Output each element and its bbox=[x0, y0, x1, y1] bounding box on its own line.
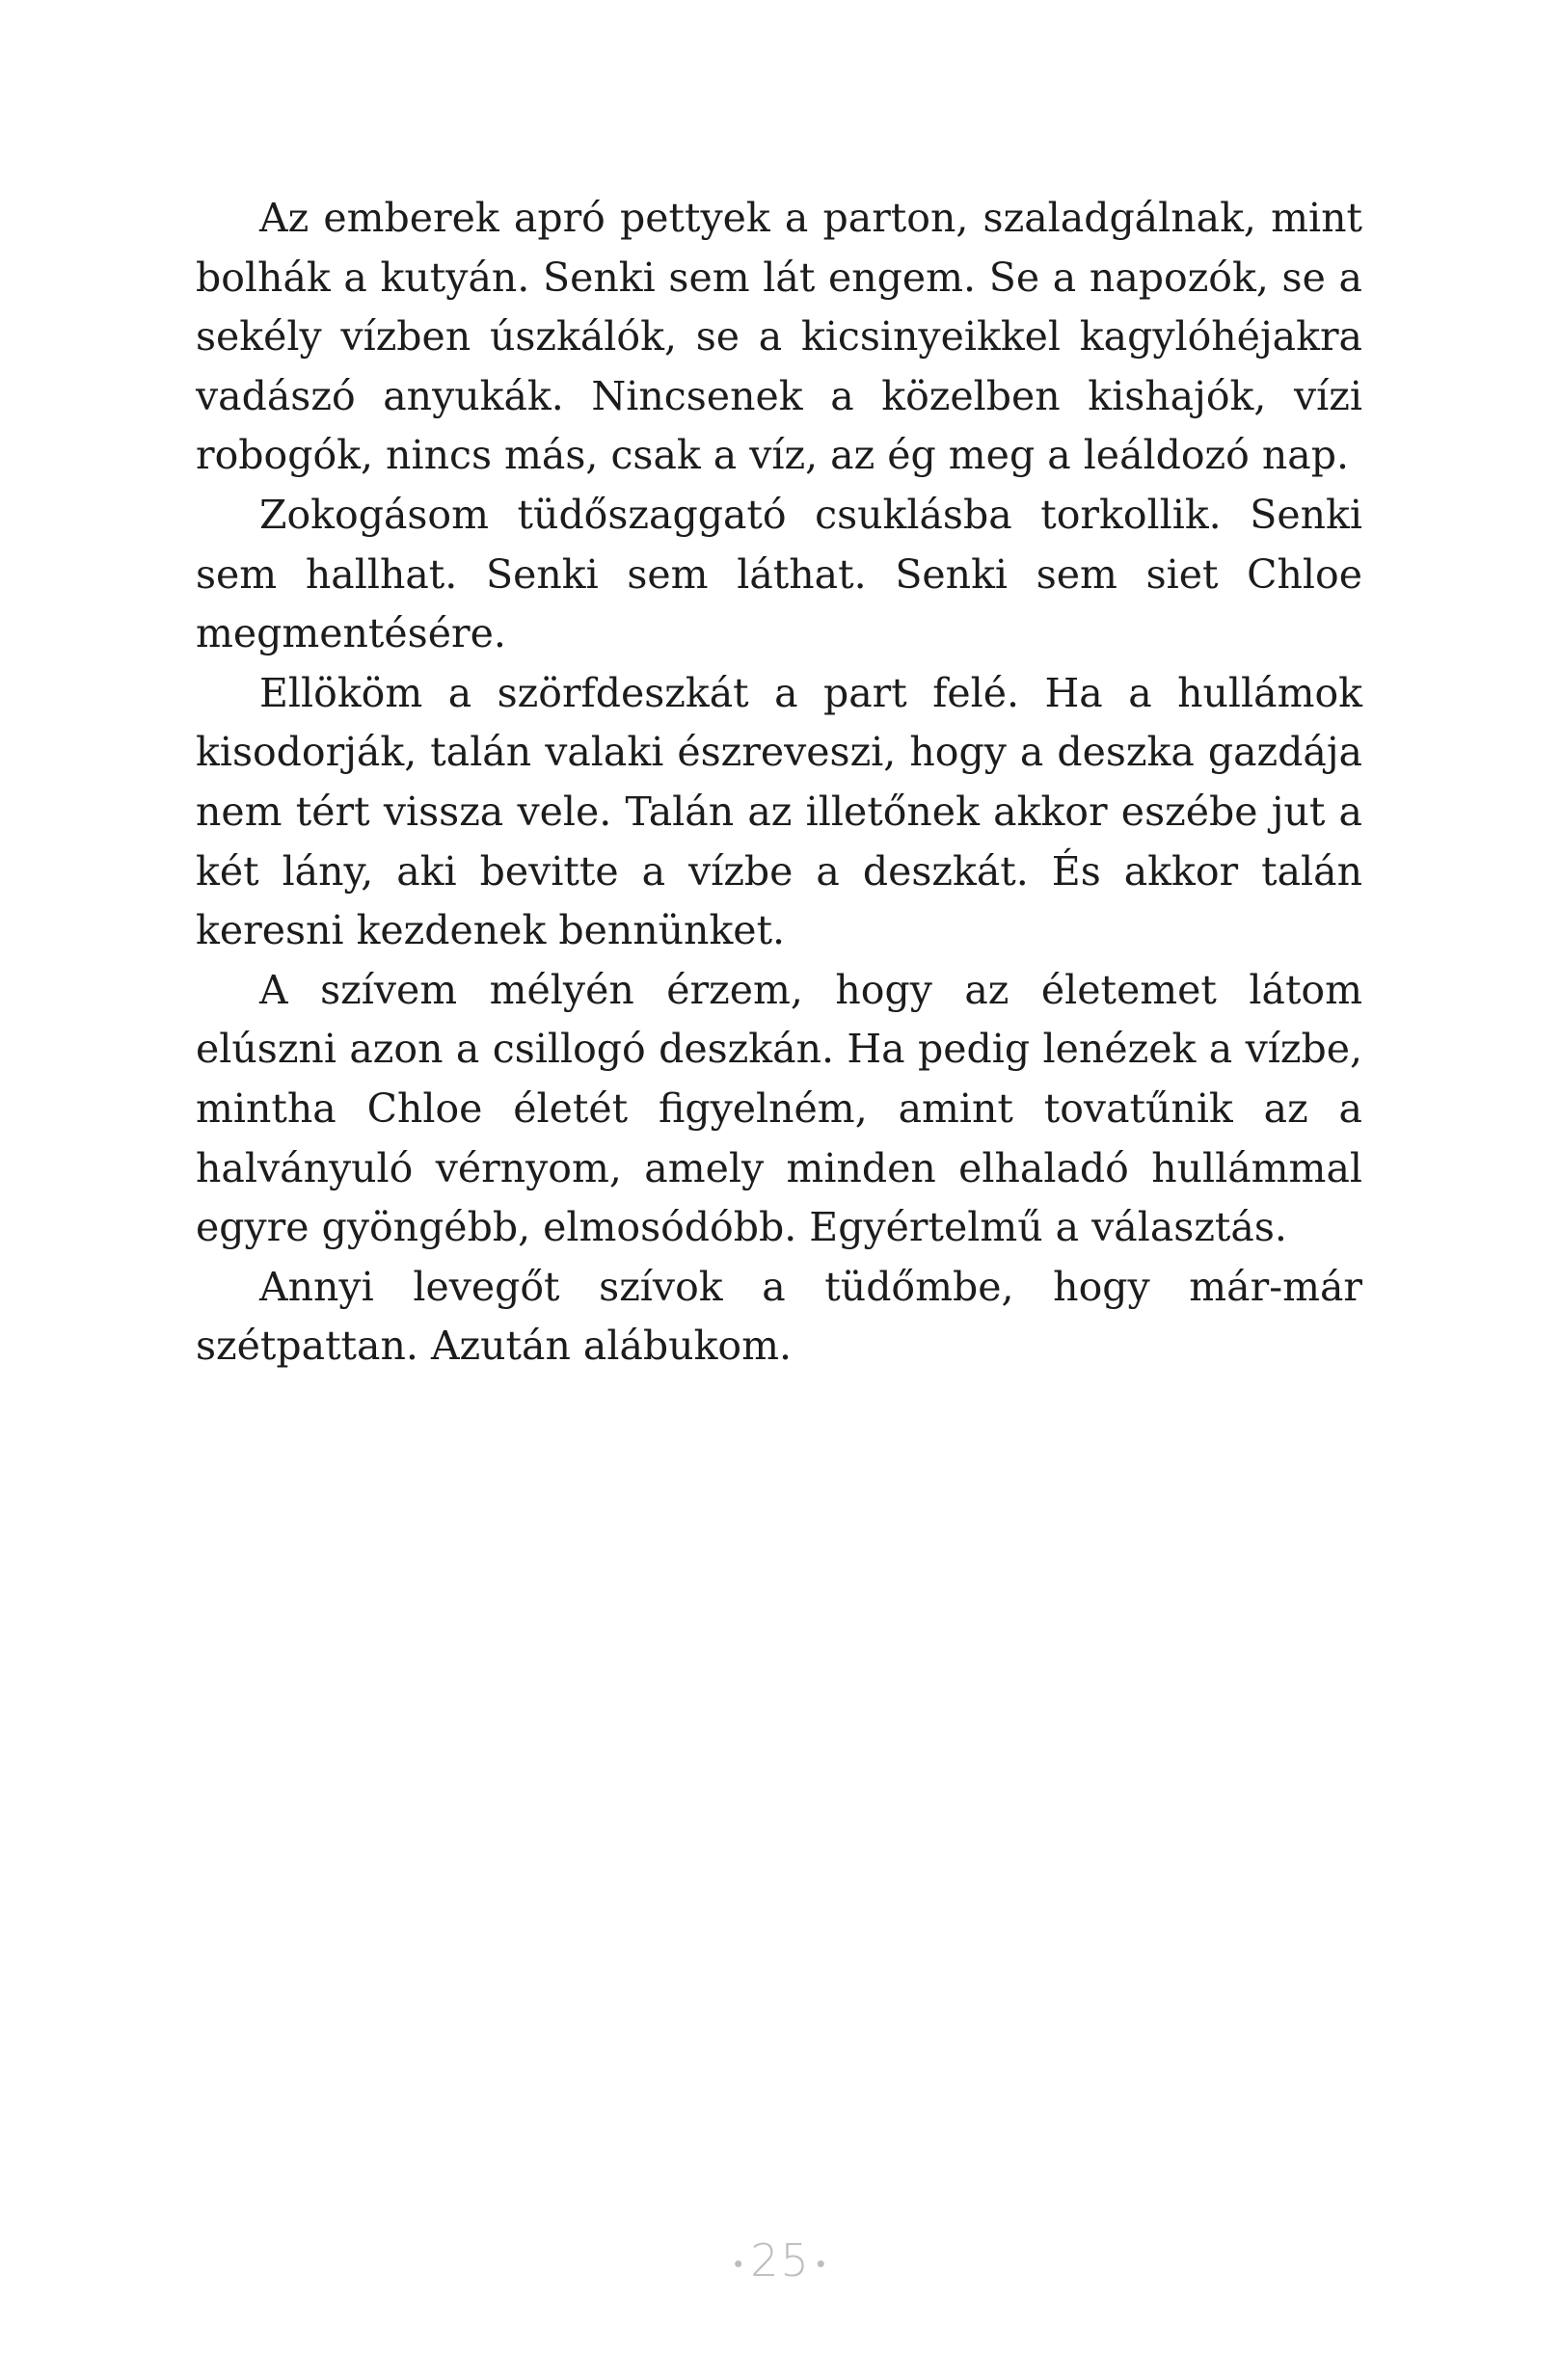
paragraph-4: A szívem mélyén érzem, hogy az életemet látom elúszni azon a csillogó deszkán. Ha pedig lenézek a vízbe, mintha Chloe életét figyelném, amint tovatűnik az a halványuló vérnyom, amely minden elhaladó hullámmal egyre gyöngébb, elmosódóbb. Egyértelmű a választás. bbox=[196, 966, 1362, 1251]
page-number-footer bbox=[0, 2234, 1561, 2286]
page-number-dot-right: • bbox=[816, 2250, 827, 2279]
body-text bbox=[196, 189, 1362, 1377]
paragraph-1: Az emberek apró pettyek a parton, szaladgálnak, mint bolhák a kutyán. Senki sem lát engem. Se a napozók, se a sekély vízben úszkálók, se a kicsinyeikkel kagylóhéjakra vadászó anyukák. Nincsenek a közelben kishajók, vízi robogók, nincs más, csak a víz, az ég meg a leáldozó nap. bbox=[196, 195, 1362, 479]
page-number: 25 bbox=[750, 2234, 811, 2286]
page-number-dot-left: • bbox=[734, 2250, 745, 2279]
paragraph-3: Ellököm a szörfdeszkát a part felé. Ha a hullámok kisodorják, talán valaki észreveszi, hogy a deszka gazdája nem tért vissza vele. Talán az illetőnek akkor eszébe jut a két lány, aki bevitte a vízbe a deszkát. És akkor talán keresni kezdenek bennünket. bbox=[196, 669, 1362, 954]
paragraph-5: Annyi levegőt szívok a tüdőmbe, hogy már-már szétpattan. Azután alábukom. bbox=[196, 1263, 1362, 1370]
paragraph-2: Zokogásom tüdőszaggató csuklásba torkollik. Senki sem hallhat. Senki sem láthat. Senki sem siet Chloe megmentésére. bbox=[196, 491, 1362, 657]
